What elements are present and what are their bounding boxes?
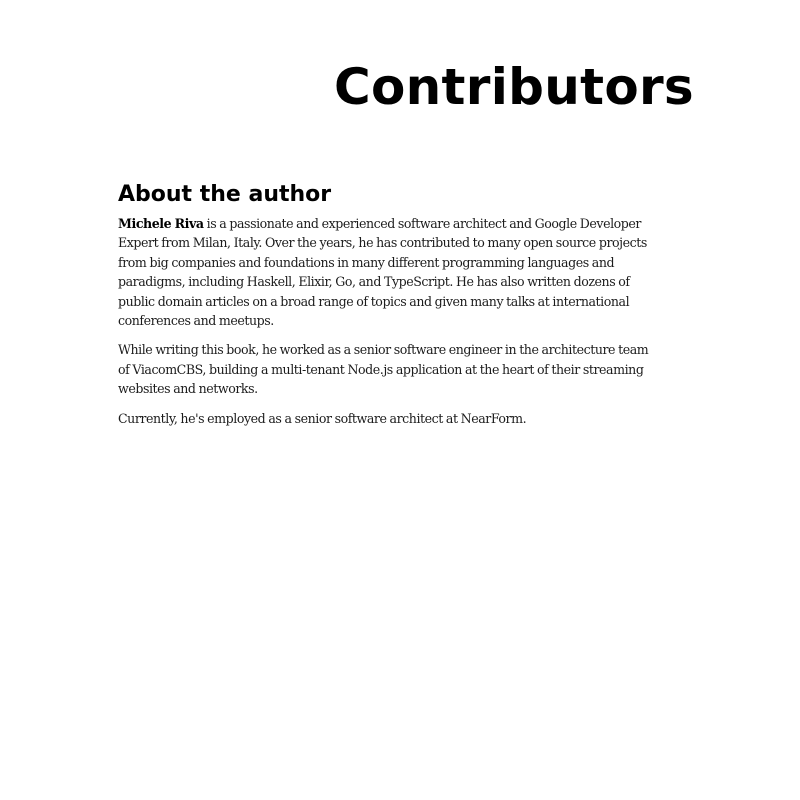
- work-line: While writing this book, he worked as a senior software engineer in the architecture team: [118, 342, 649, 358]
- work-history-paragraph: [118, 340, 698, 398]
- bio-line: [118, 214, 698, 233]
- bio-line-text: is a passionate and experienced software architect and Google Developer: [203, 216, 641, 231]
- bio-line: from big companies and foundations in many different programming languages and: [118, 254, 615, 270]
- bio-line: Expert from Milan, Italy. Over the years, he has contributed to many open source projects: [118, 235, 647, 251]
- author-name: Michele Riva: [118, 216, 204, 231]
- chapter-title: Contributors: [334, 58, 694, 116]
- bio-line: public domain articles on a broad range of topics and given many talks at international: [118, 293, 630, 309]
- bio-line: conferences and meetups.: [118, 313, 274, 329]
- bio-line: paradigms, including Haskell, Elixir, Go, and TypeScript. He has also written dozens of: [118, 274, 630, 290]
- about-author-section: [118, 180, 698, 438]
- author-bio-paragraph: [118, 214, 698, 330]
- work-line: websites and networks.: [118, 381, 258, 397]
- section-heading: About the author: [118, 182, 332, 207]
- work-line: of ViacomCBS, building a multi-tenant Node.js application at the heart of their streaming: [118, 361, 644, 377]
- current-role-line: Currently, he's employed as a senior software architect at NearForm.: [118, 410, 527, 426]
- current-role-paragraph: [118, 409, 698, 428]
